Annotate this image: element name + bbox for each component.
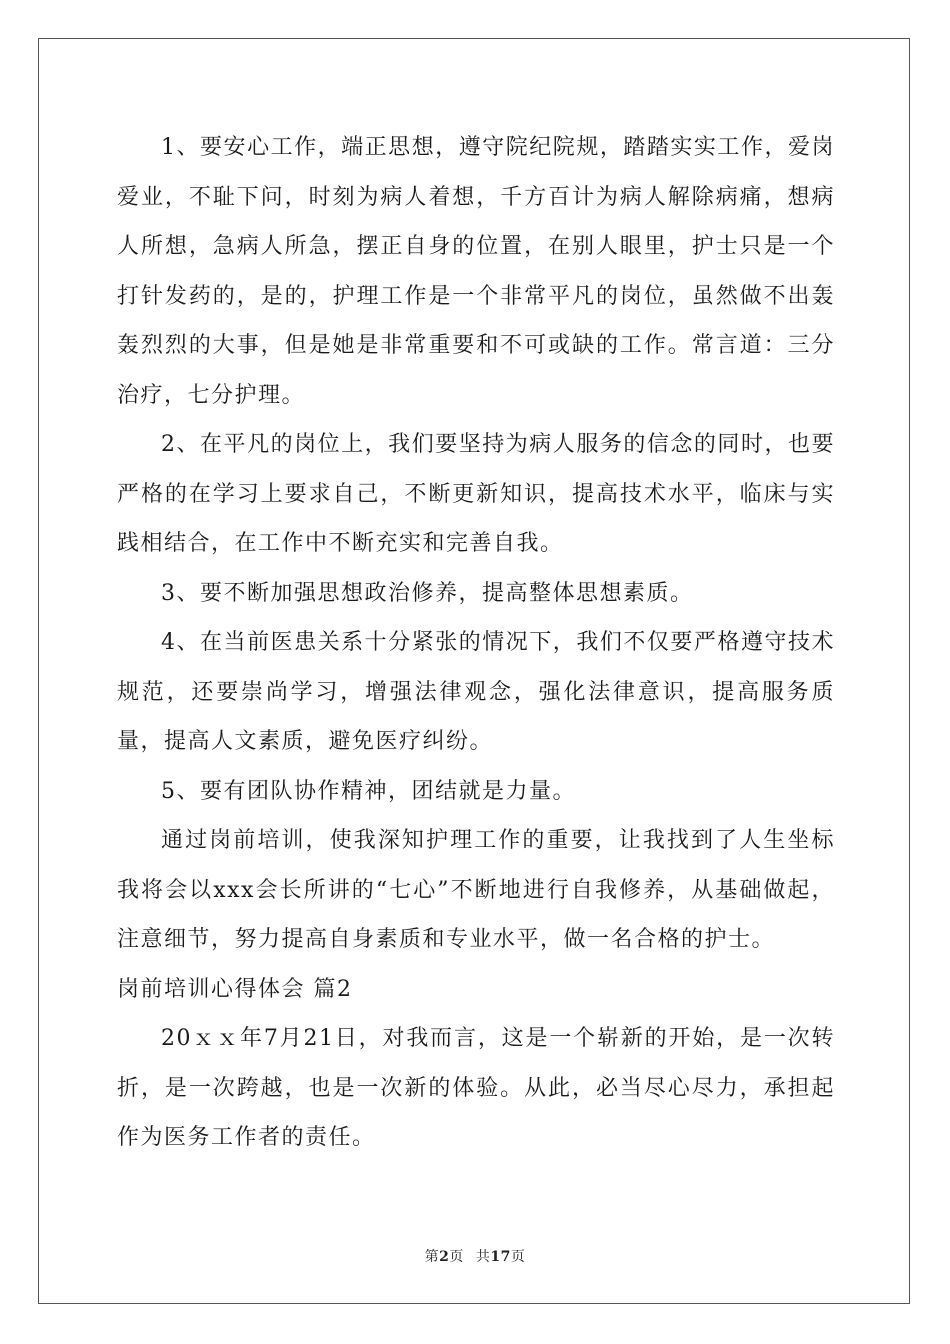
footer-page-suffix: 页 — [449, 1249, 464, 1265]
footer-page-number: 2 — [439, 1249, 450, 1265]
paragraph-7: 20ｘｘ年7月21日，对我而言，这是一个崭新的开始，是一次转折，是一次跨越，也是一次新的体验。从此，必当尽心尽力，承担起作为医务工作者的责任。 — [117, 1026, 835, 1150]
paragraph-3: 3、要不断加强思想政治修养，提高整体思想素质。 — [161, 580, 694, 606]
paragraph-6: 通过岗前培训，使我深知护理工作的重要，让我找到了人生坐标我将会以xxx会长所讲的“七心”不断地进行自我修养，从基础做起，注意细节，努力提高自身素质和专业水平，做一名合格的护士。 — [117, 828, 835, 952]
page-footer — [0, 1246, 950, 1266]
paragraph-5: 5、要有团队协作精神，团结就是力量。 — [161, 778, 576, 804]
footer-total-prefix: 共 — [475, 1249, 491, 1265]
paragraph-2: 2、在平凡的岗位上，我们要坚持为病人服务的信念的同时，也要严格的在学习上要求自己，不断更新知识，提高技术水平，临床与实践相结合，在工作中不断充实和完善自我。 — [117, 432, 835, 556]
document-body — [117, 123, 835, 1163]
footer-total-pages: 17 — [490, 1249, 511, 1265]
footer-page-prefix: 第 — [424, 1249, 440, 1265]
paragraph-4: 4、在当前医患关系十分紧张的情况下，我们不仅要严格遵守技术规范，还要崇尚学习，增强法律观念，强化法律意识，提高服务质量，提高人文素质，避免医疗纠纷。 — [117, 630, 835, 754]
section-heading: 岗前培训心得体会 篇2 — [117, 976, 353, 1002]
footer-total-suffix: 页 — [510, 1249, 526, 1265]
paragraph-1: 1、要安心工作，端正思想，遵守院纪院规，踏踏实实工作，爱岗爱业，不耻下问，时刻为病人着想，千方百计为病人解除病痛，想病人所想，急病人所急，摆正自身的位置，在别人眼里，护士只是一个打针发药的，是的，护理工作是一个非常平凡的岗位，虽然做不出轰轰烈烈的大事，但是她是非常重要和不可或缺的工作。常言道：三分治疗，七分护理。 — [117, 135, 835, 408]
